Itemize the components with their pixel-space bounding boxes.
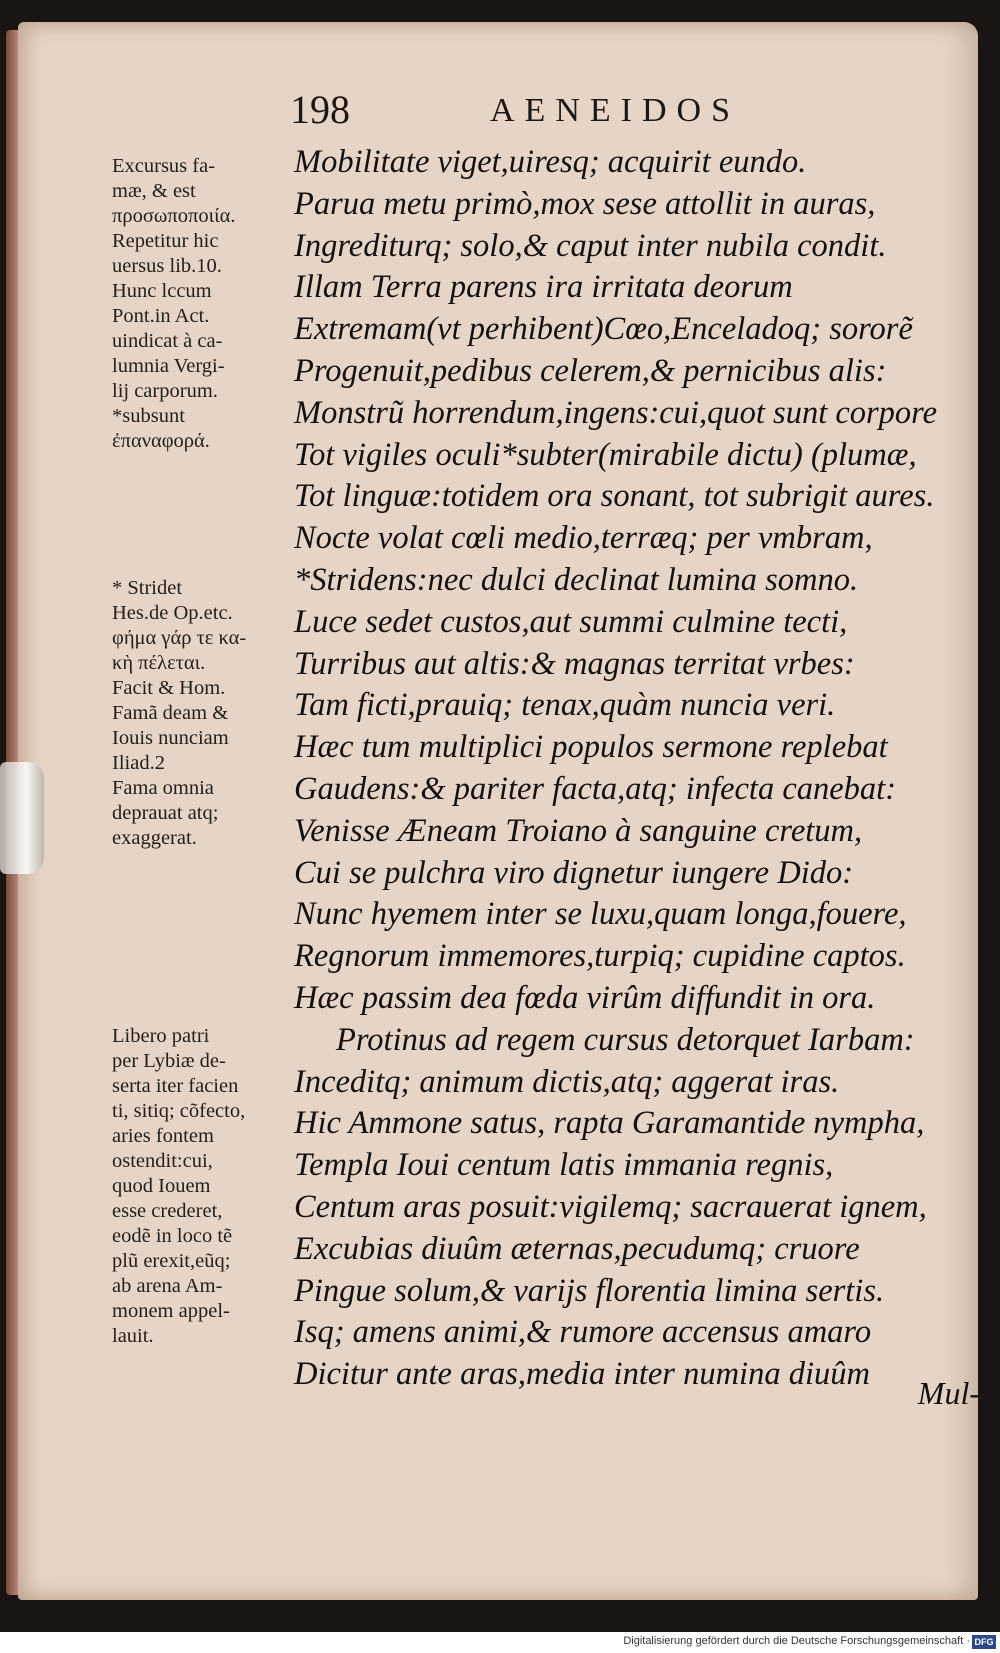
note-line: serta iter facien: [112, 1075, 239, 1097]
verse-line: Nunc hyemem inter se luxu,quam longa,fouere,: [294, 896, 907, 933]
verse-line: Regnorum immemores,turpiq; cupidine captos.: [294, 938, 906, 975]
running-head: AENEIDOS: [490, 92, 740, 129]
note-line: *subsunt: [112, 405, 185, 427]
note-line: Facit & Hom.: [112, 677, 226, 699]
note-line: Hes.de Op.etc.: [112, 602, 233, 624]
note-line: ἐπαναφορά.: [112, 430, 210, 452]
dfg-logo: DFG: [972, 1635, 996, 1649]
verse-line: Venisse Æneam Troiano à sanguine cretum,: [294, 812, 863, 849]
verse-line: Templa Ioui centum latis immania regnis,: [294, 1147, 834, 1184]
note-line: lauit.: [112, 1325, 154, 1347]
note-line: per Lybiæ de-: [112, 1050, 226, 1072]
verse-line: Luce sedet custos,aut summi culmine tecti,: [294, 603, 848, 640]
verse-line: Tot vigiles oculi*subter(mirabile dictu) (plumæ,: [294, 436, 917, 473]
verse-line: Hic Ammone satus, rapta Garamantide nympha,: [294, 1105, 925, 1142]
note-line: plũ erexit,eũq;: [112, 1250, 231, 1272]
note-line: monem appel-: [112, 1300, 230, 1322]
note-line: eodẽ in loco tẽ: [112, 1225, 233, 1247]
digitization-footer: [0, 1632, 1000, 1653]
note-line: Iliad.2: [112, 752, 165, 774]
verse-line: Monstrũ horrendum,ingens:cui,quot sunt corpore: [294, 394, 938, 431]
verse-line: Pingue solum,& varijs florentia limina sertis.: [294, 1272, 885, 1309]
note-line: lij carporum.: [112, 380, 218, 402]
note-line: φήμα γάρ τε κα-: [112, 627, 247, 649]
verse-line: Gaudens:& pariter facta,atq; infecta canebat:: [294, 770, 897, 807]
verse-line: Parua metu primò,mox sese attollit in auras,: [294, 185, 876, 222]
note-line: uindicat à ca-: [112, 330, 223, 352]
verse-line-indented: Protinus ad regem cursus detorquet Iarbam:: [336, 1021, 915, 1058]
note-line: Libero patri: [112, 1025, 210, 1047]
verse-line: Isq; amens animi,& rumore accensus amaro: [294, 1314, 872, 1351]
marginal-note-fama: [112, 154, 287, 454]
verse-text: [294, 142, 984, 1396]
note-line: Famã deam &: [112, 702, 229, 724]
note-line: deprauat atq;: [112, 802, 219, 824]
verse-line: Extremam(vt perhibent)Cœo,Enceladoq; sororẽ: [294, 311, 913, 348]
verse-line: *Stridens:nec dulci declinat lumina somno.: [294, 561, 859, 598]
verse-line: Nocte volat cœli medio,terræq; per vmbram,: [294, 520, 873, 557]
note-line: exaggerat.: [112, 827, 197, 849]
verse-line: Turribus aut altis:& magnas territat vrbes:: [294, 645, 855, 682]
note-line: esse crederet,: [112, 1200, 223, 1222]
page-clip: [0, 762, 44, 874]
verse-line: Excubias diuûm æternas,pecudumq; cruore: [294, 1230, 860, 1267]
verse-line: Cui se pulchra viro dignetur iungere Dido:: [294, 854, 854, 891]
verse-line: Hæc passim dea fœda virûm diffundit in ora.: [294, 979, 876, 1016]
footer-credit: Digitalisierung gefördert durch die Deutsche Forschungsgemeinschaft ·: [623, 1635, 970, 1647]
note-line: lumnia Vergi-: [112, 355, 225, 377]
note-line: Fama omnia: [112, 777, 214, 799]
note-line: mæ, & est: [112, 180, 196, 202]
verse-line: Inceditq; animum dictis,atq; aggerat iras.: [294, 1063, 840, 1100]
verse-line: Tam ficti,prauiq; tenax,quàm nuncia veri.: [294, 687, 836, 724]
note-line: Repetitur hic: [112, 230, 219, 252]
note-line: Excursus fa-: [112, 155, 216, 177]
verse-line: Ingrediturq; solo,& caput inter nubila condit.: [294, 227, 887, 264]
note-line: κὴ πέλεται.: [112, 652, 206, 674]
verse-line: Centum aras posuit:vigilemq; sacrauerat ignem,: [294, 1188, 927, 1225]
verse-line: Hæc tum multiplici populos sermone replebat: [294, 729, 888, 766]
page-header: [0, 86, 1000, 136]
verse-line: Mobilitate viget,uiresq; acquirit eundo.: [294, 144, 807, 180]
note-line: Iouis nunciam: [112, 727, 229, 749]
marginal-note-stridet: [112, 576, 287, 851]
verse-line: Progenuit,pedibus celerem,& pernicibus alis:: [294, 352, 887, 389]
verse-line: Dicitur ante aras,media inter numina diuûm: [294, 1356, 870, 1393]
note-line: ab arena Am-: [112, 1275, 223, 1297]
catchword: Mul-: [917, 1375, 980, 1411]
verse-line: Tot linguæ:totidem ora sonant, tot subrigit aures.: [294, 478, 935, 515]
note-line: ti, sitiq; cõfecto,: [112, 1100, 246, 1122]
page-number: 198: [290, 87, 350, 132]
marginal-note-libero: [112, 1024, 287, 1349]
note-line: * Stridet: [112, 577, 183, 599]
note-line: ostendit:cui,: [112, 1150, 213, 1172]
note-line: quod Iouem: [112, 1175, 211, 1197]
note-line: Pont.in Act.: [112, 305, 210, 327]
verse-line: Illam Terra parens ira irritata deorum: [294, 269, 793, 306]
note-line: Hunc lccum: [112, 280, 212, 302]
note-line: uersus lib.10.: [112, 255, 222, 277]
note-line: προσωποποιία.: [112, 205, 236, 227]
note-line: aries fontem: [112, 1125, 214, 1147]
